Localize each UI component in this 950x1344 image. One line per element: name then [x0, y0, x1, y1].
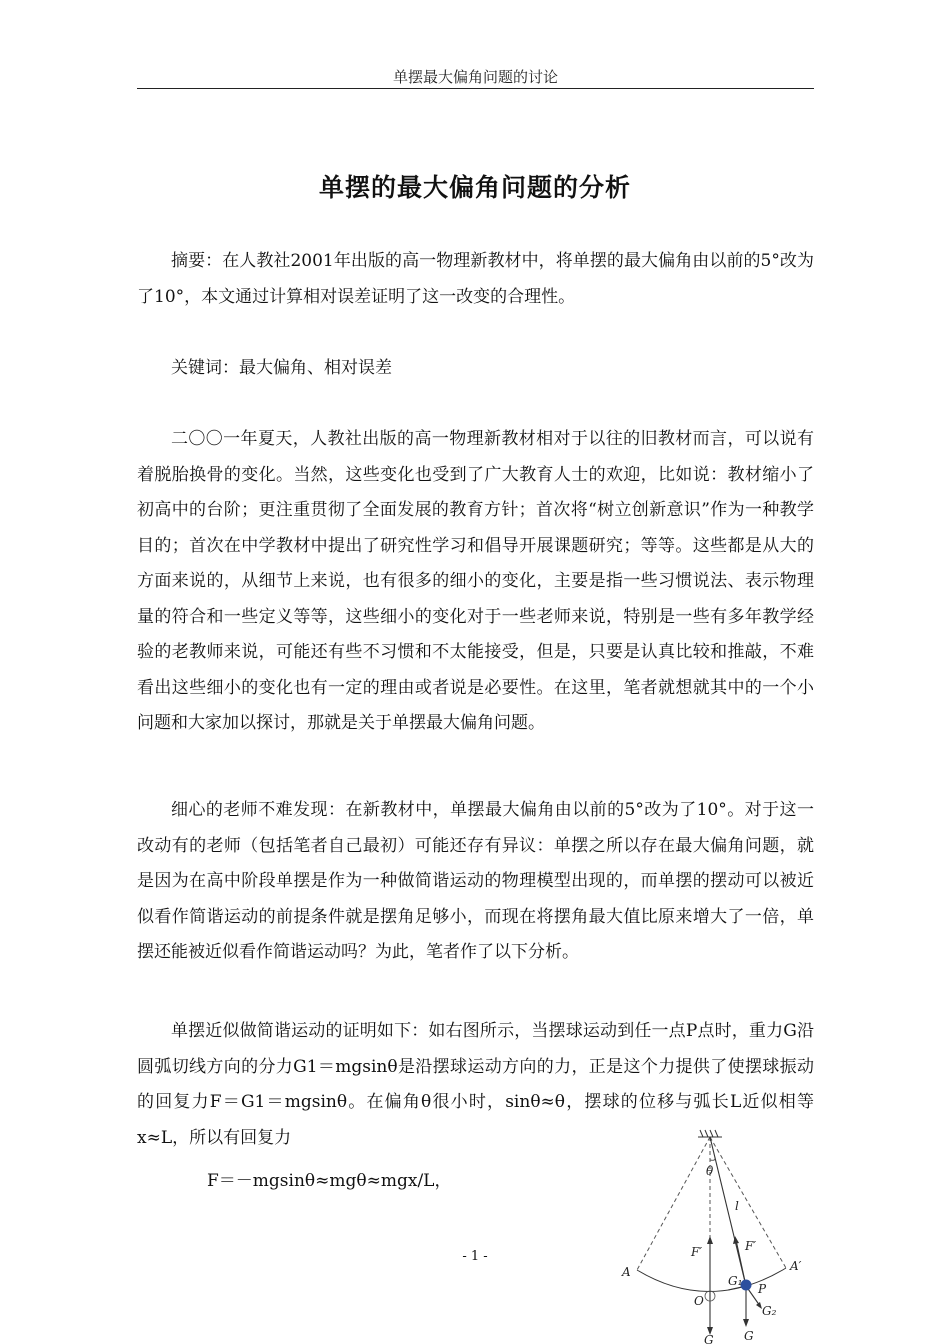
A-prime-label: A′: [790, 1259, 802, 1273]
F-prime-right-label: F′: [745, 1239, 757, 1253]
G-left-label: G: [704, 1333, 714, 1344]
abstract: 摘要：在人教社2001年出版的高一物理新教材中，将单摆的最大偏角由以前的5°改为了10°，本文通过计算相对误差证明了这一改变的合理性。: [137, 251, 814, 307]
pendulum-diagram: [610, 1128, 820, 1344]
O-label: O: [694, 1294, 704, 1308]
paragraph-2: 细心的老师不难发现：在新教材中，单摆最大偏角由以前的5°改为了10°。对于这一改动有的老师（包括笔者自己最初）可能还存有异议：单摆之所以存在最大偏角问题，就是因为在高中阶段单摆是作为一种做简谐运动的物理模型出现的，而单摆的摆动可以被近似看作简谐运动的前提条件就是摆角足够小，而现在将摆角最大值比原来增大了一倍，单摆还能被近似看作简谐运动吗？为此，笔者作了以下分析。: [137, 800, 814, 962]
length-label: l: [735, 1199, 739, 1213]
P-label: P: [758, 1282, 767, 1296]
page-number: - 1 -: [462, 1249, 488, 1264]
G-right-label: G: [744, 1329, 754, 1343]
A-label: A: [622, 1265, 631, 1279]
document-title: 单摆的最大偏角问题的分析: [318, 173, 631, 202]
theta-label: θ: [706, 1164, 714, 1178]
ceiling-support: [698, 1130, 722, 1137]
running-header: 单摆最大偏角问题的讨论: [392, 68, 558, 86]
header-rule: [137, 88, 814, 89]
F-prime-left-label: F′: [691, 1245, 703, 1259]
G2-label: G₂: [762, 1304, 777, 1318]
paragraph-1: 二〇〇一年夏天，人教社出版的高一物理新教材相对于以往的旧教材而言，可以说有着脱胎换骨的变化。当然，这些变化也受到了广大教育人士的欢迎，比如说：教材缩小了初高中的台阶；更注重贯彻了全面发展的教育方针；首次将“树立创新意识”作为一种教学目的；首次在中学教材中提出了研究性学习和倡导开展课题研究；等等。这些都是从大的方面来说的，从细节上来说，也有很多的细小的变化，主要是指一些习惯说法、表示物理量的符合和一些定义等等，这些细小的变化对于一些老师来说，特别是一些有多年教学经验的老教师来说，可能还有些不习惯和不太能接受，但是，只要是认真比较和推敲，不难看出这些细小的变化也有一定的理由或者说是必要性。在这里，笔者就想就其中的一个小问题和大家加以探讨，那就是关于单摆最大偏角问题。: [137, 429, 814, 733]
restoring-force-formula: F＝－mgsinθ≈mgθ≈mgx/L，: [207, 1171, 452, 1191]
paragraph-3: 单摆近似做简谐运动的证明如下：如右图所示，当摆球运动到任一点P点时，重力G沿圆弧切线方向的分力G1＝mgsinθ是沿摆球运动方向的力，正是这个力提供了使摆球振动的回复力F＝G1＝mgsinθ。在偏角θ很小时，sinθ≈θ，摆球的位移与弧长L近似相等x≈L，所以有回复力: [137, 1021, 814, 1148]
G1-label: G₁: [728, 1274, 743, 1288]
keywords: 关键词：最大偏角、相对误差: [171, 358, 392, 378]
